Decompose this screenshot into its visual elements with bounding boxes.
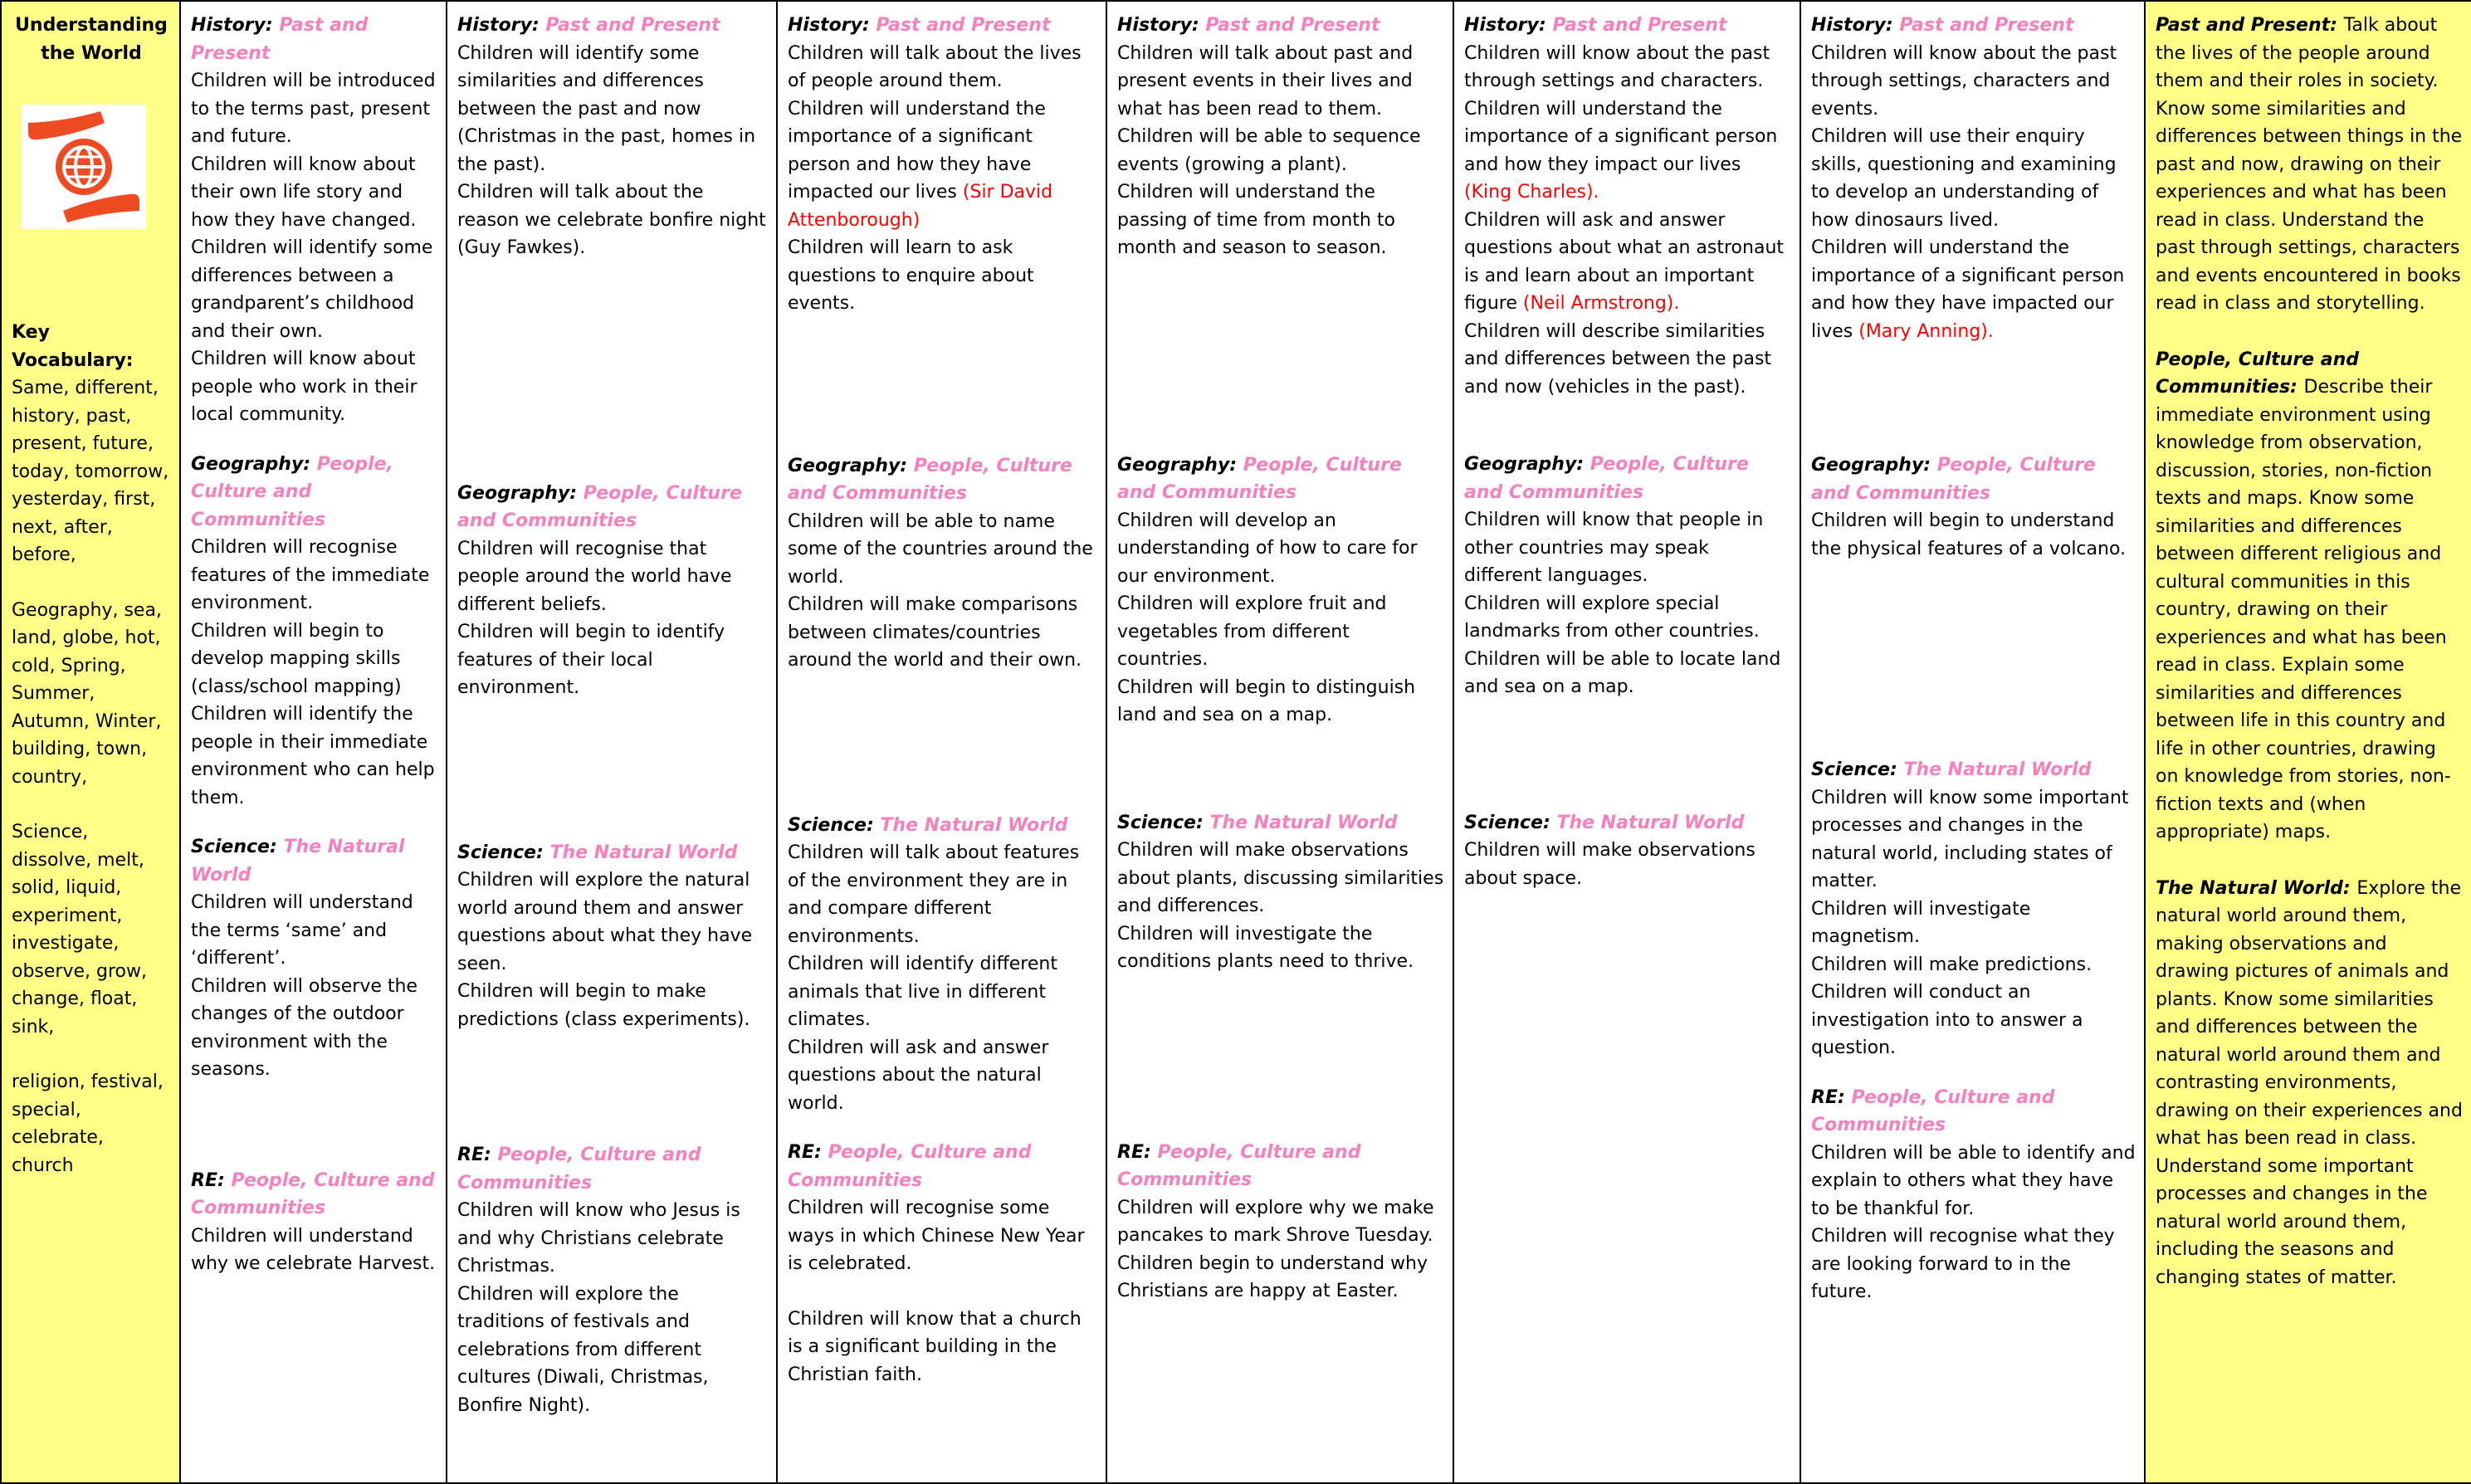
objective: Children will begin to distinguish land and sea on a map.	[1117, 676, 1416, 725]
vocabulary-heading: Key Vocabulary:	[12, 322, 134, 371]
goal-text: Talk about the lives of the people around them and their roles in society. Know some similarities and differences between things in the past and now, drawing on their experiences and what has been read in class. Understand the past through settings, characters and events encountered in books read in class and storytelling.	[2156, 15, 2463, 314]
strand-label: The Natural World	[549, 842, 738, 863]
subject-label: Science:	[1811, 759, 1904, 780]
objective: Children will identify the people in their immediate environment who can help them.	[191, 704, 435, 808]
subject-label: Geography:	[788, 455, 914, 476]
objective: Children will be able to name some of the countries around the world.	[788, 510, 1093, 588]
vocabulary-group: Same, different, history, past, present, future, today, tomorrow, yesterday, first, next, after, before,	[12, 378, 169, 565]
early-learning-goals-cell	[2145, 1, 2471, 1483]
strand-label: The Natural World	[1209, 812, 1398, 833]
objective: Children will use their enquiry skills, questioning and examining to develop an understanding of how dinosaurs lived.	[1811, 126, 2117, 231]
objective: Children will observe the changes of the outdoor environment with the seasons.	[191, 975, 418, 1080]
subject-label: RE:	[191, 1169, 232, 1191]
objective: Children will explore the traditions of festivals and celebrations from different cultures (Diwali, Christmas, Bonfire Night).	[457, 1283, 709, 1416]
objective: Children will understand the passing of time from month to month and season to season.	[1117, 182, 1395, 258]
geography-block	[457, 480, 768, 702]
blank-line	[788, 1278, 1097, 1306]
subject-label: Science:	[191, 837, 284, 857]
objective: Children will know about the past through settings, characters and events.	[1811, 42, 2117, 120]
objective: Children will recognise that people around the world have different beliefs.	[457, 538, 732, 615]
subject-label: Science:	[1117, 812, 1210, 833]
objective: Children will make observations about space.	[1464, 840, 1756, 889]
objective: Children will understand the importance of a significant person and how they have impacted our lives	[788, 98, 1046, 203]
strand-label: People, Culture and Communities	[1811, 455, 2096, 504]
objective: Children will know that people in other countries may speak different languages.	[1464, 510, 1764, 586]
geography-block	[788, 452, 1097, 675]
history-block	[1117, 12, 1444, 262]
objective: Children will develop an understanding of how to care for our environment.	[1117, 510, 1418, 587]
globe-in-hands-icon	[22, 105, 146, 229]
term-column	[180, 1, 447, 1483]
objective: Children will explore fruit and vegetables from different countries.	[1117, 593, 1387, 670]
history-block	[788, 12, 1097, 318]
objective: Children will understand the importance of a significant person and how they have impacted our lives	[1811, 237, 2125, 342]
objective: Children will learn to ask questions to enquire about events.	[788, 237, 1034, 314]
objective: Children will describe similarities and differences between the past and now (vehicles in the past).	[1464, 320, 1772, 398]
strand-label: People, Culture and Communities	[1117, 454, 1402, 503]
term-column	[1800, 1, 2145, 1483]
highlight-name: (King Charles).	[1464, 182, 1599, 203]
objective: Children will know that a church is a significant building in the Christian faith.	[788, 1308, 1082, 1385]
objective: Children will understand why we celebrate Harvest.	[191, 1225, 436, 1274]
strand-label: Past and Present	[876, 15, 1051, 36]
subject-label: Geography:	[457, 482, 584, 504]
objective: Children will make comparisons between climates/countries around the world and their own.	[788, 594, 1082, 671]
strand-label: Past and Present	[1205, 15, 1380, 36]
strand-label: People, Culture and Communities	[191, 453, 393, 530]
geography-block	[191, 451, 437, 813]
re-block	[1117, 1139, 1444, 1306]
strand-label: People, Culture and Communities	[788, 455, 1072, 504]
objective: Children will recognise some ways in which Chinese New Year is celebrated.	[788, 1198, 1085, 1274]
vocabulary-group: Geography, sea, land, globe, hot, cold, Spring, Summer, Autumn, Winter, building, town, country,	[12, 599, 162, 788]
objective: Children will know who Jesus is and why Christians celebrate Christmas.	[457, 1200, 740, 1277]
strand-label: People, Culture and Communities	[191, 1169, 435, 1218]
subject-label: RE:	[1117, 1141, 1158, 1163]
objective: Children will recognise what they are looking forward to in the future.	[1811, 1226, 2115, 1302]
objective: Children will talk about the reason we celebrate bonfire night (Guy Fawkes).	[457, 182, 766, 258]
history-block	[1464, 12, 1791, 401]
objective: Children will understand the importance of a significant person and how they impact our lives	[1464, 98, 1778, 175]
objective: Children will talk about past and present events in their lives and what has been read to them.	[1117, 42, 1414, 120]
term-column	[1106, 1, 1453, 1483]
re-block	[788, 1139, 1097, 1389]
goal-past-and-present	[2156, 12, 2463, 318]
subject-label: Science:	[788, 814, 881, 836]
strand-label: The Natural World	[880, 814, 1068, 836]
subject-label: Geography:	[1811, 455, 1937, 476]
history-block	[457, 12, 768, 262]
objective: Children will understand the terms ‘same’ and ‘different’.	[191, 892, 413, 969]
objective: Children will begin to understand the physical features of a volcano.	[1811, 510, 2127, 559]
subject-label: History:	[191, 15, 280, 36]
subject-label: History:	[788, 15, 877, 36]
term-column	[777, 1, 1106, 1483]
strand-label: Past and Present	[1899, 15, 2074, 36]
strand-label: People, Culture and Communities	[1117, 1141, 1361, 1190]
science-block	[1464, 809, 1791, 893]
re-block	[457, 1141, 768, 1419]
subject-label: History:	[1811, 15, 1900, 36]
objective: Children will be introduced to the terms past, present and future.	[191, 71, 436, 147]
objective: Children will identify some similarities and differences between the past and now (Christmas in the past, homes in the past).	[457, 42, 756, 175]
objective: Children will know about their own life story and how they have changed.	[191, 154, 417, 231]
objective: Children will be able to sequence events (growing a plant).	[1117, 126, 1421, 175]
strand-label: People, Culture and Communities	[1811, 1086, 2055, 1135]
objective: Children will talk about features of the environment they are in and compare different environments.	[788, 842, 1080, 947]
science-block	[788, 812, 1097, 1118]
goal-people-culture-communities	[2156, 346, 2463, 847]
objective: Children will identify different animals that live in different climates.	[788, 954, 1057, 1030]
subject-label: History:	[1117, 15, 1206, 36]
objective: Children will explore special landmarks from other countries.	[1464, 593, 1760, 642]
sidebar-cell	[1, 1, 180, 1483]
subject-label: Science:	[1464, 812, 1557, 833]
objective: Children will recognise features of the immediate environment.	[191, 537, 430, 613]
vocabulary-group: Science, dissolve, melt, solid, liquid, experiment, investigate, observe, grow, change, float, sink,	[12, 822, 147, 1037]
science-block	[191, 833, 437, 1084]
subject-label: RE:	[1811, 1086, 1852, 1108]
subject-label: Geography:	[191, 453, 317, 475]
science-block	[1811, 756, 2136, 1062]
strand-label: The Natural World	[1903, 759, 2092, 780]
objective: Children will make observations about plants, discussing similarities and differences.	[1117, 840, 1444, 916]
vocabulary-group: religion, festival, special, celebrate, church	[12, 1072, 164, 1176]
strand-label: People, Culture and Communities	[1464, 454, 1749, 503]
strand-label: People, Culture and Communities	[788, 1142, 1032, 1191]
science-block	[1117, 809, 1444, 976]
highlight-name: (Sir David Attenborough)	[788, 182, 1053, 231]
objective: Children will identify some differences between a grandparent’s childhood and their own.	[191, 237, 433, 342]
subject-label: Science:	[457, 842, 550, 863]
objective: Children will begin to develop mapping skills (class/school mapping)	[191, 620, 402, 697]
subject-label: History:	[1464, 15, 1553, 36]
goal-text: Explore the natural world around them, making observations and drawing pictures of animals and plants. Know some similarities and differences between the natural world around them and contrasting environments, drawing on their experiences and what has been read in class. Understand some important processes and changes in the natural world around them, including the seasons and changing states of matter.	[2156, 877, 2463, 1288]
objective: Children will talk about the lives of people around them.	[788, 42, 1082, 91]
strand-label: Past and Present	[191, 15, 369, 64]
objective: Children will investigate the conditions plants need to thrive.	[1117, 923, 1414, 972]
strand-label: Past and Present	[1552, 15, 1727, 36]
subject-label: History:	[457, 15, 546, 36]
strand-label: People, Culture and Communities	[457, 1145, 701, 1194]
history-block	[191, 12, 437, 429]
subject-label: RE:	[457, 1145, 498, 1165]
goal-text: Describe their immediate environment using knowledge from observation, discussion, stories, non-fiction texts and maps. Know some similarities and differences between different religious and cultural communities in this country, drawing on their experiences and what has been read in class. Explain some similarities and differences between life in this country and life in other countries, drawing on knowledge from stories, non-fiction texts and (when appropriate) maps.	[2156, 377, 2451, 842]
objective: Children will be able to locate land and sea on a map.	[1464, 648, 1781, 697]
objective: Children will ask and answer questions about what an astronaut is and learn about an important figure	[1464, 209, 1785, 314]
vocabulary-list	[12, 374, 171, 1179]
term-column	[1453, 1, 1800, 1483]
objective: Children will make predictions.	[1811, 954, 2093, 975]
re-block	[1811, 1084, 2136, 1306]
highlight-name: (Neil Armstrong).	[1522, 293, 1680, 314]
objective: Children will ask and answer questions about the natural world.	[788, 1037, 1049, 1114]
objective: Children will know about people who work in their local community.	[191, 349, 418, 425]
geography-block	[1464, 451, 1791, 701]
goal-heading: The Natural World:	[2156, 877, 2357, 899]
strand-label: The Natural World	[191, 837, 405, 886]
objective: Children will conduct an investigation into to answer a question.	[1811, 982, 2083, 1058]
term-column	[447, 1, 777, 1483]
strand-label: Past and Present	[545, 15, 720, 36]
re-block	[191, 1167, 437, 1278]
goal-heading: Past and Present:	[2156, 15, 2344, 36]
strand-label: The Natural World	[1556, 812, 1745, 833]
objective: Children will investigate magnetism.	[1811, 898, 2031, 947]
objective: Children will explore the natural world around them and answer questions about what they have seen.	[457, 870, 753, 974]
geography-block	[1811, 452, 2136, 563]
subject-label: Geography:	[1117, 454, 1243, 476]
objective: Children will explore why we make pancakes to mark Shrove Tuesday.	[1117, 1197, 1434, 1246]
science-block	[457, 839, 768, 1034]
objective: Children will be able to identify and explain to others what they have to be thankful for.	[1811, 1142, 2136, 1219]
strand-label: People, Culture and Communities	[457, 482, 742, 531]
goal-heading: People, Culture and Communities:	[2156, 349, 2360, 398]
objective: Children begin to understand why Christians are happy at Easter.	[1117, 1252, 1428, 1301]
geography-block	[1117, 452, 1444, 730]
objective: Children will know about the past through settings and characters.	[1464, 42, 1770, 91]
objective: Children will know some important processes and changes in the natural world, including states of matter.	[1811, 787, 2129, 891]
area-title: Understanding the World	[15, 15, 168, 64]
objective: Children will begin to make predictions (class experiments).	[457, 981, 750, 1030]
highlight-name: (Mary Anning).	[1858, 320, 1994, 342]
objective: Children will begin to identify features of their local environment.	[457, 622, 725, 698]
history-block	[1811, 12, 2136, 345]
goal-natural-world	[2156, 875, 2463, 1292]
subject-label: RE:	[788, 1142, 828, 1163]
subject-label: Geography:	[1464, 454, 1590, 475]
